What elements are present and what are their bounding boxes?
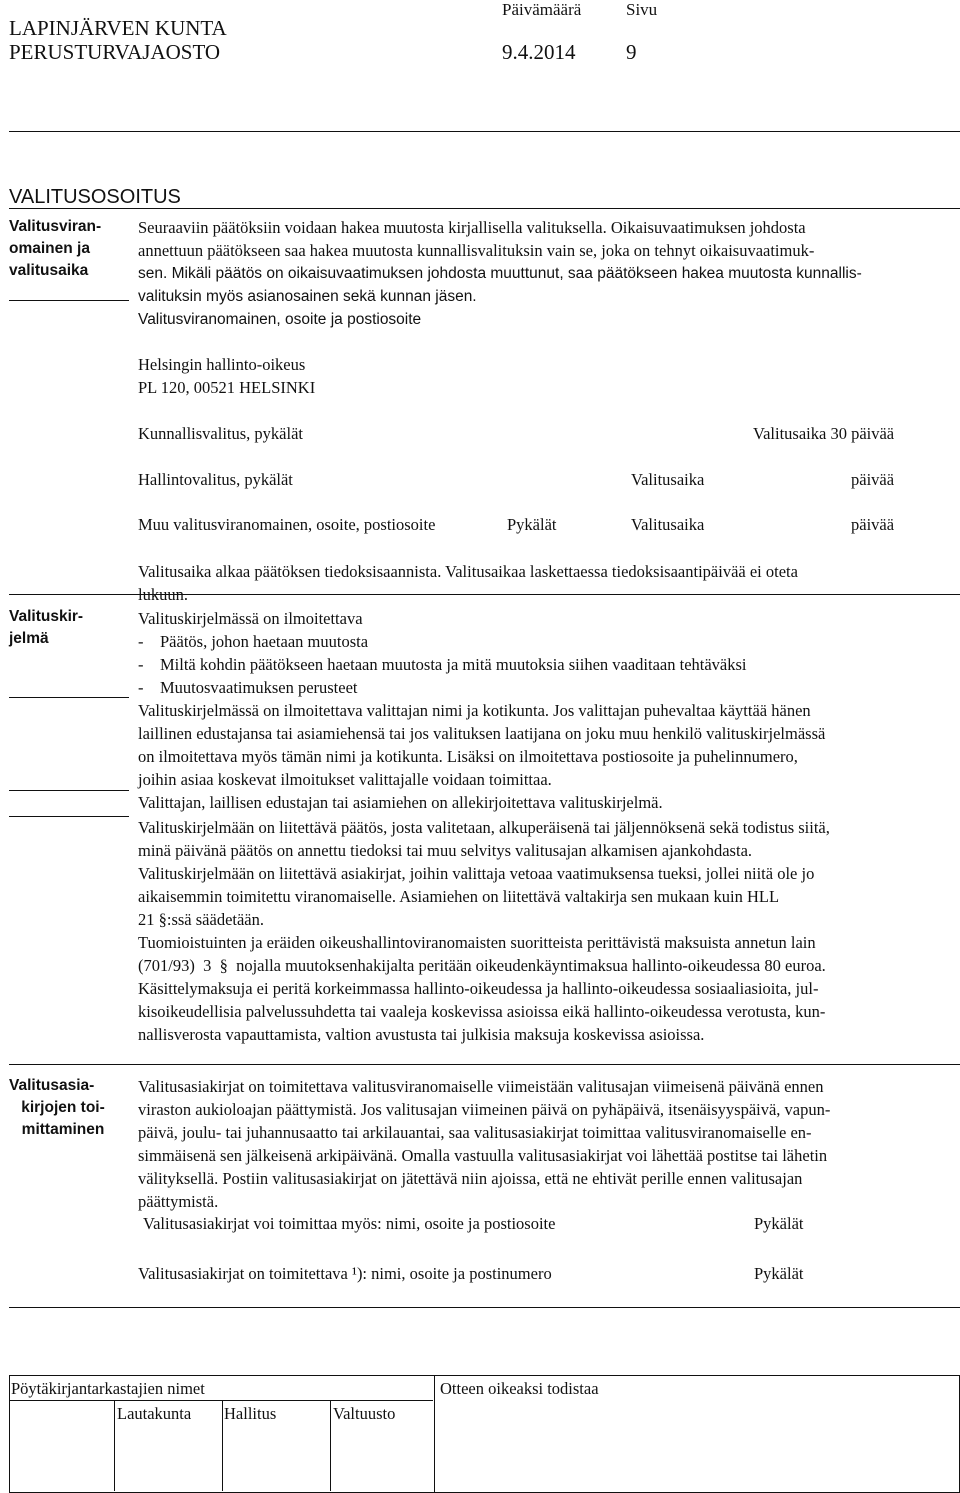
content-line: laillinen edustajansa tai asiamiehensä tai jos valituksen laatijana on joku muu henkilö valituskirjelmässä [138,724,826,743]
date-value: 9.4.2014 [502,40,576,64]
content-line: Valituskirjelmässä on ilmoitettava [138,609,363,628]
sidebar-divider [9,816,129,817]
administrative-appeal-days: päivää [851,470,895,489]
authority-name: Helsingin hallinto-oikeus [138,355,306,374]
footer-divider [330,1400,331,1491]
content-line: nallisverosta vapauttamista, valtion avustusta tai julkisia maksuja koskevissa asioissa. [138,1025,705,1044]
organization-name: LAPINJÄRVEN KUNTA [9,16,227,40]
sidebar-divider [9,300,129,301]
footer-divider [114,1400,115,1491]
other-authority-sections: Pykälät [507,515,557,534]
body-hallitus: Hallitus [224,1404,277,1423]
section-title: VALITUSOSOITUS [9,186,181,208]
other-authority-time-label: Valitusaika [631,515,705,534]
page-number: 9 [626,40,637,64]
content-line: (701/93) 3 § nojalla muutoksenhakijalta peritään oikeudenkäyntimaksua hallinto-oikeudessa 80 euroa. [138,956,826,975]
sidebar-line: Valitusviran- [9,218,102,235]
administrative-appeal-time-label: Valitusaika [631,470,705,489]
content-line: päivä, joulu- tai juhannusaatto tai arkilauantai, saa valitusasiakirjat toimittaa valitusviranomaiselle en- [138,1123,812,1142]
content-line: 21 §:ssä säädetään. [138,910,264,929]
sidebar-line: kirjojen toi- [21,1099,105,1116]
sidebar-label-appeal-letter [9,606,129,650]
content-line: Valituskirjelmään on liitettävä asiakirjat, joihin valittaja vetoaa vaatimuksensa tueksi, jollei niitä ole jo [138,864,815,883]
date-label: Päivämäärä [502,0,582,19]
content-line: - Päätös, johon haetaan muutosta [138,632,369,651]
section-divider [9,1064,960,1065]
other-authority-days: päivää [851,515,895,534]
delivery-content [138,1075,953,1213]
content-line: Valituskirjelmään on liitettävä päätös, josta valitetaan, alkuperäisenä tai jäljennöksenä sekä todistus siitä, [138,818,830,837]
content-line: Valittajan, laillisen edustajan tai asiamiehen on allekirjoitettava valituskirjelmä. [138,793,663,812]
content-line: - Muutosvaatimuksen perusteet [138,678,358,697]
content-line: välityksellä. Postiin valitusasiakirjat on jätettävä niin ajoissa, että ne ehtivät perille ennen valitusajan [138,1169,803,1188]
sidebar-divider [9,790,129,791]
sidebar-label-delivery [9,1075,129,1141]
footer-divider [222,1400,223,1491]
page-label: Sivu [626,0,658,19]
content-line: Valituskirjelmässä on ilmoitettava valittajan nimi ja kotikunta. Jos valittajan puhevaltaa käyttää hänen [138,701,811,720]
department-name: PERUSTURVAJAOSTO [9,40,221,64]
intro-line: Seuraaviin päätöksiin voidaan hakea muutosta kirjallisella valituksella. Oikaisuvaatimuksen johdosta [138,218,806,237]
body-lautakunta: Lautakunta [117,1404,192,1423]
note-line: lukuun. [138,585,188,604]
also-deliver-sections: Pykälät [754,1214,804,1233]
sidebar-line: omainen ja [9,240,90,257]
title-divider [9,208,960,209]
content-line: kisoikeudellisia palvelussuhdetta tai vaaleja koskevissa asioissa eikä hallinto-oikeudessa verotusta, kun- [138,1002,826,1021]
content-line: joihin asiaa koskevat ilmoitukset valittajalle voidaan toimittaa. [138,770,552,789]
intro-line: sen. Mikäli päätös on oikaisuvaatimuksen johdosta muuttunut, saa päätökseen hakea muutosta kunnallis- [138,265,862,282]
intro-line: annettuun päätökseen saa hakea muutosta kunnallisvalituksin vain se, joka on tehnyt oikaisuvaatimuk- [138,241,815,260]
sidebar-line: Valituskir- [9,608,84,625]
municipal-appeal-label: Kunnallisvalitus, pykälät [138,424,303,443]
other-authority-label: Muu valitusviranomainen, osoite, postiosoite [138,515,436,534]
sidebar-line: jelmä [9,630,49,647]
content-line: Käsittelymaksuja ei peritä korkeimmassa hallinto-oikeudessa ja hallinto-oikeudessa sosiaaliasioita, jul- [138,979,819,998]
body-valtuusto: Valtuusto [333,1404,396,1423]
appeal-letter-content [138,607,953,1046]
content-line: simmäisenä sen jälkeisenä arkipäivänä. Omalla vastuulla valitusasiakirjat voi lähettää postitse tai lähetin [138,1146,828,1165]
content-line: - Miltä kohdin päätökseen haetaan muutosta ja mitä muutoksia siihen vaaditaan tehtäväksi [138,655,747,674]
checkers-label: Pöytäkirjantarkastajien nimet [11,1379,205,1398]
authority-address: PL 120, 00521 HELSINKI [138,378,316,397]
note-line: Valitusaika alkaa päätöksen tiedoksisaannista. Valitusaikaa laskettaessa tiedoksisaantipäivää ei oteta [138,562,798,581]
header-divider [9,131,960,132]
content-line: Tuomioistuinten ja eräiden oikeushallintoviranomaisten suoritteista perittävistä maksuista annetun lain [138,933,816,952]
content-line: minä päivänä päätös on annettu tiedoksi tai muu selvitys valitusajan alkamisen ajankohdasta. [138,841,753,860]
administrative-appeal-label: Hallintovalitus, pykälät [138,470,293,489]
appeal-intro [138,216,953,308]
deliver-to-sections: Pykälät [754,1264,804,1283]
content-line: aikaisemmin toimitettu viranomaiselle. Asiamiehen on liitettävä valtakirja sen mukaan kuin HLL [138,887,780,906]
municipal-appeal-time: Valitusaika 30 päivää [753,424,895,443]
content-line: on ilmoitettava myös tämän nimi ja kotikunta. Lisäksi on ilmoitettava postiosoite ja puhelinnumero, [138,747,798,766]
section-divider [9,1307,960,1308]
sidebar-divider [9,697,129,698]
sidebar-line: valitusaika [9,262,89,279]
appeal-time-note [138,560,953,606]
sidebar-line: Valitusasia- [9,1077,95,1094]
sidebar-line: mittaminen [21,1121,105,1138]
deliver-to-label: Valitusasiakirjat on toimitettava ¹): nimi, osoite ja postinumero [138,1264,552,1283]
sidebar-label-authority [9,216,129,282]
footer-divider [9,1400,433,1401]
content-line: päättymistä. [138,1192,219,1211]
content-line: viraston aukioloajan päättymistä. Jos valitusajan viimeinen päivä on pyhäpäivä, itsenäisyyspäivä, vapun- [138,1100,831,1119]
content-line: Valitusasiakirjat on toimitettava valitusviranomaiselle viimeistään valitusajan viimeisenä päivänä ennen [138,1077,824,1096]
intro-line: valituksin myös asianosainen sekä kunnan jäsen. [138,288,477,305]
authority-label: Valitusviranomainen, osoite ja postiosoite [138,311,422,328]
also-deliver-label: Valitusasiakirjat voi toimittaa myös: nimi, osoite ja postiosoite [143,1214,556,1233]
section-divider [9,594,960,595]
certification-label: Otteen oikeaksi todistaa [440,1379,599,1398]
